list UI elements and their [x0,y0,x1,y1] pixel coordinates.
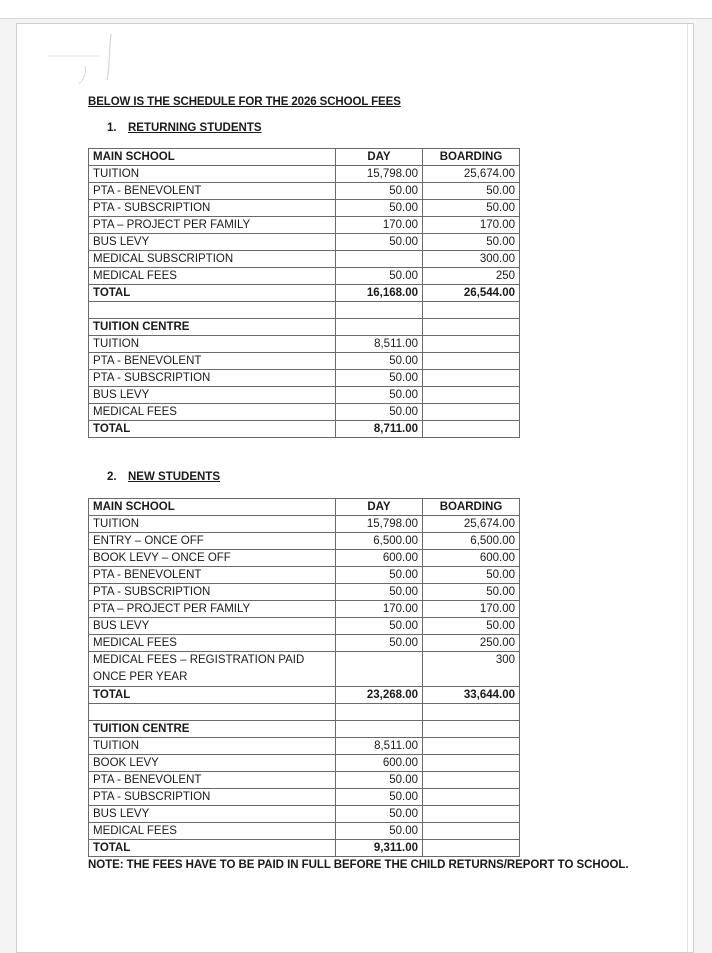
document-page [16,23,694,953]
table-row [89,550,520,567]
total-day: 16,168.00 [336,285,423,302]
fee-boarding: 25,674.00 [423,166,520,183]
table-row [89,217,520,234]
table-row [89,533,520,550]
total-day: 23,268.00 [336,687,423,704]
viewer-top-bar [0,0,712,19]
section-number: 2. [107,471,117,483]
fee-label: BOOK LEVY – ONCE OFF [89,550,336,567]
table-row [89,738,520,755]
fee-label: ENTRY – ONCE OFF [89,533,336,550]
table-row [89,601,520,618]
table-row [89,567,520,584]
section-title: NEW STUDENTS [128,471,220,483]
table-header-row [89,499,520,516]
fee-day: 50.00 [336,353,423,370]
total-label: TOTAL [89,421,336,438]
page-edge [687,24,688,952]
total-label: TOTAL [89,687,336,704]
spacer-row [89,302,520,319]
fee-boarding: 50.00 [423,618,520,635]
fee-day: 6,500.00 [336,533,423,550]
table-header-row [89,149,520,166]
fee-label: MEDICAL FEES [89,404,336,421]
fee-boarding: 50.00 [423,183,520,200]
total-row [89,840,520,857]
table-row [89,652,520,687]
table-row [89,166,520,183]
section-heading-new [107,471,220,483]
fee-day: 50.00 [336,387,423,404]
table-row [89,516,520,533]
table-row [89,268,520,285]
fee-day: 50.00 [336,234,423,251]
fee-day: 8,511.00 [336,738,423,755]
fee-boarding: 300.00 [423,251,520,268]
fee-boarding: 6,500.00 [423,533,520,550]
fee-label: MEDICAL FEES – REGISTRATION PAID ONCE PER YEAR [89,652,336,687]
total-boarding: 26,544.00 [423,285,520,302]
fee-boarding: 300 [423,652,520,687]
table-row [89,635,520,652]
table-row [89,336,520,353]
table-row [89,234,520,251]
fee-day: 50.00 [336,183,423,200]
table-row [89,789,520,806]
fee-boarding: 600.00 [423,550,520,567]
fee-day: 15,798.00 [336,516,423,533]
fee-day: 50.00 [336,567,423,584]
header-boarding: BOARDING [423,499,520,516]
fee-label: PTA - SUBSCRIPTION [89,200,336,217]
table-row [89,823,520,840]
fee-label: BUS LEVY [89,234,336,251]
fee-label: TUITION [89,738,336,755]
fee-boarding: 170.00 [423,601,520,618]
fee-day: 50.00 [336,618,423,635]
fee-day: 50.00 [336,635,423,652]
header-tuition-centre: TUITION CENTRE [89,721,336,738]
fee-boarding: 250 [423,268,520,285]
total-label: TOTAL [89,285,336,302]
total-row [89,421,520,438]
fee-day: 50.00 [336,404,423,421]
fee-day [336,652,423,687]
section-number: 1. [107,122,117,134]
header-day: DAY [336,149,423,166]
fee-boarding: 50.00 [423,200,520,217]
fee-boarding: 250.00 [423,635,520,652]
fee-boarding: 25,674.00 [423,516,520,533]
fee-label: BUS LEVY [89,618,336,635]
tuition-centre-header-row [89,721,520,738]
fee-label: PTA - SUBSCRIPTION [89,370,336,387]
payment-note: NOTE: THE FEES HAVE TO BE PAID IN FULL BEFORE THE CHILD RETURNS/REPORT TO SCHOOL. [88,859,629,871]
total-label: TOTAL [89,840,336,857]
section-title: RETURNING STUDENTS [128,122,262,134]
table-row [89,755,520,772]
fee-label: PTA - SUBSCRIPTION [89,584,336,601]
document-title: BELOW IS THE SCHEDULE FOR THE 2026 SCHOOL FEES [88,96,401,108]
fee-label: PTA - BENEVOLENT [89,772,336,789]
total-day: 8,711.00 [336,421,423,438]
header-main-school: MAIN SCHOOL [89,499,336,516]
fee-label: MEDICAL SUBSCRIPTION [89,251,336,268]
fee-day: 50.00 [336,823,423,840]
table-row [89,183,520,200]
table-row [89,200,520,217]
fee-day: 50.00 [336,789,423,806]
fee-day: 50.00 [336,200,423,217]
fee-day: 50.00 [336,584,423,601]
table-row [89,584,520,601]
fee-day: 15,798.00 [336,166,423,183]
fee-day: 170.00 [336,217,423,234]
fee-day: 600.00 [336,755,423,772]
returning-main-school-table [88,148,520,438]
fee-label: TUITION [89,166,336,183]
section-heading-returning [107,122,262,134]
fee-day: 600.00 [336,550,423,567]
fee-day: 50.00 [336,772,423,789]
fee-label: PTA - BENEVOLENT [89,183,336,200]
header-tuition-centre: TUITION CENTRE [89,319,336,336]
fee-label: PTA - BENEVOLENT [89,567,336,584]
fee-label: BUS LEVY [89,387,336,404]
tuition-centre-header-row [89,319,520,336]
fee-label: TUITION [89,336,336,353]
table-row [89,772,520,789]
fee-day: 50.00 [336,806,423,823]
fee-day [336,251,423,268]
fee-label: BUS LEVY [89,806,336,823]
table-row [89,387,520,404]
fee-label: MEDICAL FEES [89,823,336,840]
fee-day: 8,511.00 [336,336,423,353]
table-row [89,370,520,387]
header-boarding: BOARDING [423,149,520,166]
header-main-school: MAIN SCHOOL [89,149,336,166]
fee-boarding: 50.00 [423,234,520,251]
fee-label: PTA – PROJECT PER FAMILY [89,601,336,618]
fee-label: PTA – PROJECT PER FAMILY [89,217,336,234]
handwritten-mark [33,30,113,90]
fee-label: MEDICAL FEES [89,268,336,285]
fee-label: PTA - BENEVOLENT [89,353,336,370]
spacer-row [89,704,520,721]
total-day: 9,311.00 [336,840,423,857]
header-day: DAY [336,499,423,516]
fee-label: PTA - SUBSCRIPTION [89,789,336,806]
fee-boarding: 50.00 [423,584,520,601]
table-row [89,251,520,268]
fee-label: MEDICAL FEES [89,635,336,652]
new-main-school-table [88,498,520,857]
fee-day: 170.00 [336,601,423,618]
fee-label: TUITION [89,516,336,533]
fee-boarding: 50.00 [423,567,520,584]
total-row [89,285,520,302]
fee-label: BOOK LEVY [89,755,336,772]
fee-boarding: 170.00 [423,217,520,234]
fee-day: 50.00 [336,268,423,285]
table-row [89,806,520,823]
table-row [89,353,520,370]
fee-day: 50.00 [336,370,423,387]
table-row [89,618,520,635]
total-boarding: 33,644.00 [423,687,520,704]
total-row [89,687,520,704]
table-row [89,404,520,421]
